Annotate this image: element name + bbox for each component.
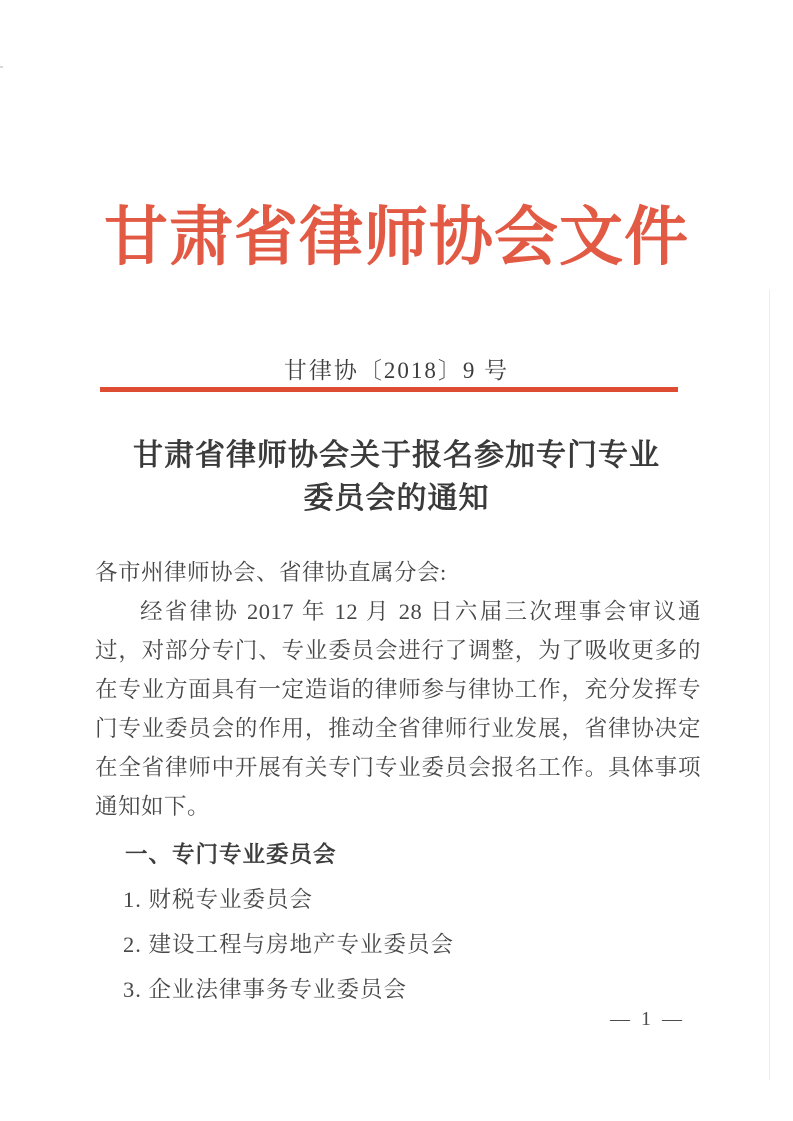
- committee-list-item: 3. 企业法律事务专业委员会: [123, 977, 408, 1002]
- letterhead-red-rule: [100, 387, 678, 392]
- section-heading: 一、专门专业委员会: [125, 842, 337, 867]
- committee-list-item: 1. 财税专业委员会: [123, 887, 314, 912]
- document-title-line1: 甘肃省律师协会关于报名参加专门专业: [133, 439, 660, 472]
- document-body: [95, 553, 701, 1009]
- scan-speck-artifact: [0, 66, 3, 68]
- document-title: [0, 434, 793, 520]
- document-number: 甘律协〔2018〕9 号: [283, 358, 510, 383]
- letterhead-org-title: 甘肃省律师协会文件: [104, 202, 689, 273]
- document-title-line2: 委员会的通知: [303, 482, 490, 515]
- body-paragraph: 经省律协 2017 年 12 月 28 日六届三次理事会审议通过，对部分专门、专业委员会进行了调整，为了吸收更多的在专业方面具有一定造诣的律师参与律协工作，充分发挥专门专业委员会的作用，推动全省律师行业发展，省律协决定在全省律师中开展有关专门专业委员会报名工作。具体事项通知如下。: [95, 599, 701, 819]
- salutation-line: 各市州律师协会、省律协直属分会:: [95, 560, 447, 585]
- page-number: — 1 —: [610, 1008, 685, 1030]
- scan-edge-artifact: [769, 290, 770, 1080]
- committee-list-item: 2. 建设工程与房地产专业委员会: [123, 932, 455, 957]
